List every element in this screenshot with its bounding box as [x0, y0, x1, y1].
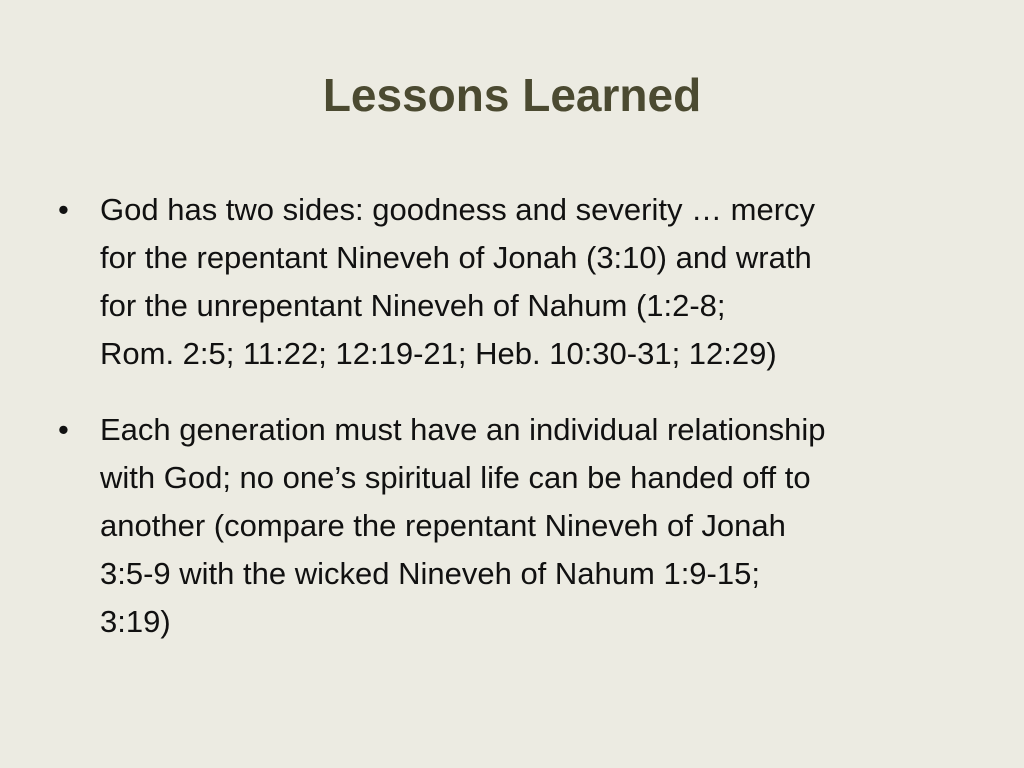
bullet-list [58, 186, 968, 674]
bullet-icon: • [58, 192, 69, 227]
bullet-text-line: for the repentant Nineveh of Jonah (3:10) and wrath [100, 240, 812, 275]
bullet-item [58, 406, 968, 646]
bullet-text-line: Each generation must have an individual relationship [100, 412, 826, 447]
bullet-text-line: with God; no one’s spiritual life can be handed off to [100, 460, 811, 495]
bullet-text-line: 3:19) [100, 604, 171, 639]
bullet-text-line: 3:5-9 with the wicked Nineveh of Nahum 1:9-15; [100, 556, 760, 591]
bullet-text-line: for the unrepentant Nineveh of Nahum (1:2-8; [100, 288, 726, 323]
slide-title: Lessons Learned [322, 69, 702, 121]
bullet-text-line: Rom. 2:5; 11:22; 12:19-21; Heb. 10:30-31; 12:29) [100, 336, 777, 371]
bullet-text-line: God has two sides: goodness and severity … mercy [100, 192, 816, 227]
bullet-icon: • [58, 412, 69, 447]
bullet-text-line: another (compare the repentant Nineveh of Jonah [100, 508, 786, 543]
bullet-item [58, 186, 968, 378]
